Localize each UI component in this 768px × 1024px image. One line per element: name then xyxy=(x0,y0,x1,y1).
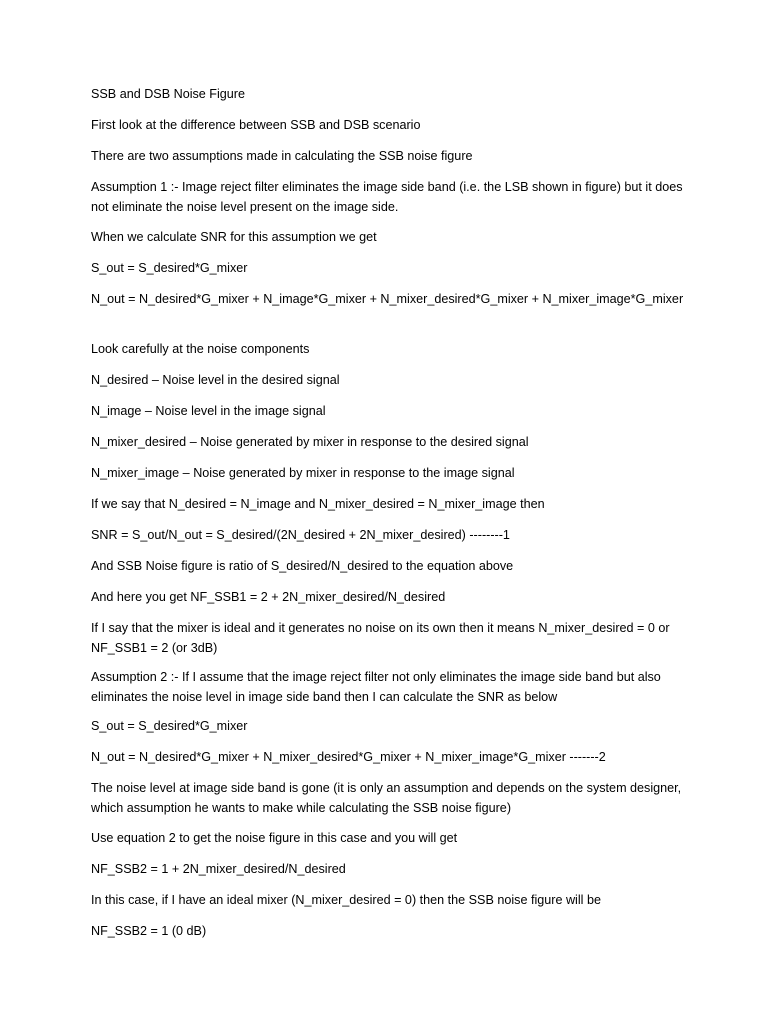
paragraph-assumption-2: Assumption 2 :- If I assume that the image reject filter not only eliminates the image side band but also eliminates the noise level in image side band then I can calculate the SNR as below xyxy=(91,670,661,704)
paragraph-ssb-ratio: And SSB Noise figure is ratio of S_desired/N_desired to the equation above xyxy=(91,559,514,573)
paragraph-image-noise-gone: The noise level at image side band is gone (it is only an assumption and depends on the system designer, which assumption he wants to make while calculating the SSB noise figure) xyxy=(91,781,682,815)
paragraph-use-equation-2: Use equation 2 to get the noise figure in this case and you will get xyxy=(91,831,458,845)
equation-s-out-1: S_out = S_desired*G_mixer xyxy=(91,261,248,275)
paragraph-assumptions: There are two assumptions made in calculating the SSB noise figure xyxy=(91,149,473,163)
paragraph-assumption-1: Assumption 1 :- Image reject filter eliminates the image side band (i.e. the LSB shown in figure) but it does not eliminate the noise level present on the image side. xyxy=(91,180,683,214)
equation-nf-ssb1: And here you get NF_SSB1 = 2 + 2N_mixer_desired/N_desired xyxy=(91,590,446,604)
paragraph-ideal-mixer-1: If I say that the mixer is ideal and it generates no noise on its own then it means N_mixer_desired = 0 or NF_SSB1 = 2 (or 3dB) xyxy=(91,621,670,655)
equation-snr-1: SNR = S_out/N_out = S_desired/(2N_desired + 2N_mixer_desired) --------1 xyxy=(91,528,510,542)
equation-s-out-2: S_out = S_desired*G_mixer xyxy=(91,719,248,733)
paragraph-ideal-mixer-2: In this case, if I have an ideal mixer (N_mixer_desired = 0) then the SSB noise figure will be xyxy=(91,893,601,907)
definition-n-desired: N_desired – Noise level in the desired signal xyxy=(91,373,340,387)
paragraph-snr-intro: When we calculate SNR for this assumption we get xyxy=(91,230,377,244)
definition-n-mixer-desired: N_mixer_desired – Noise generated by mixer in response to the desired signal xyxy=(91,435,529,449)
equation-nf-ssb2: NF_SSB2 = 1 + 2N_mixer_desired/N_desired xyxy=(91,862,346,876)
definition-n-mixer-image: N_mixer_image – Noise generated by mixer in response to the image signal xyxy=(91,466,515,480)
equation-nf-ssb2-result: NF_SSB2 = 1 (0 dB) xyxy=(91,924,207,938)
paragraph-equality: If we say that N_desired = N_image and N_mixer_desired = N_mixer_image then xyxy=(91,497,545,511)
equation-n-out-1: N_out = N_desired*G_mixer + N_image*G_mixer + N_mixer_desired*G_mixer + N_mixer_image*G_mixer xyxy=(91,292,684,306)
paragraph-noise-components: Look carefully at the noise components xyxy=(91,342,310,356)
equation-n-out-2: N_out = N_desired*G_mixer + N_mixer_desired*G_mixer + N_mixer_image*G_mixer -------2 xyxy=(91,750,606,764)
document-title: SSB and DSB Noise Figure xyxy=(91,87,245,101)
definition-n-image: N_image – Noise level in the image signal xyxy=(91,404,326,418)
paragraph-intro: First look at the difference between SSB and DSB scenario xyxy=(91,118,421,132)
